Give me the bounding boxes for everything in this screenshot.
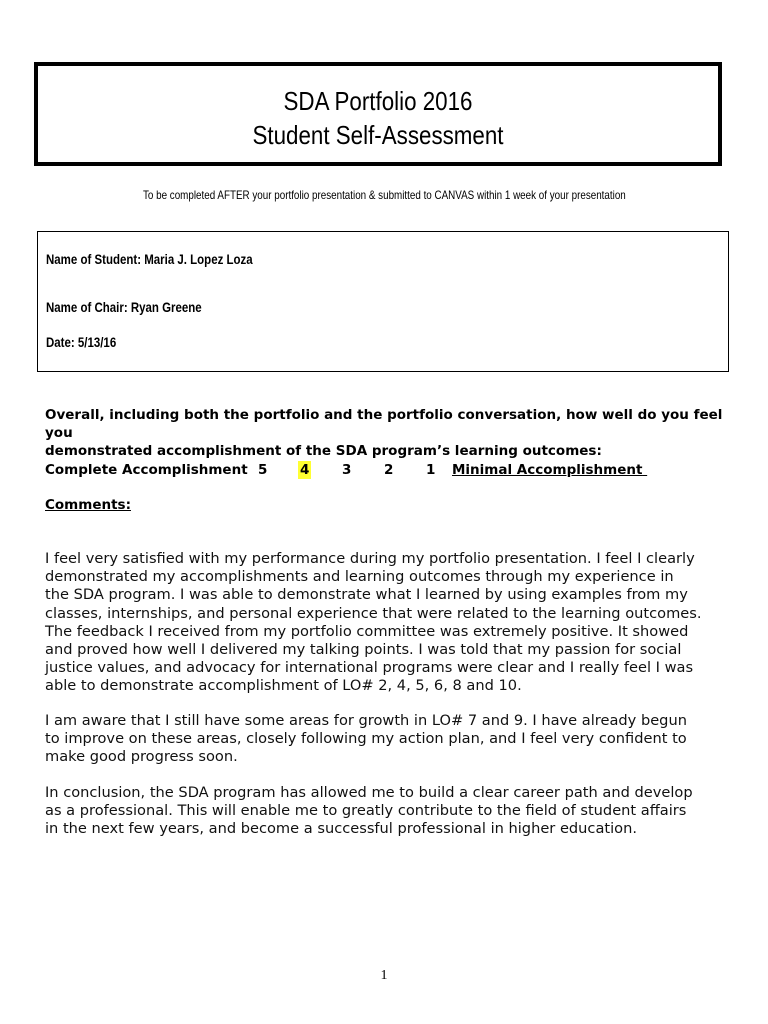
- comments-label: Comments:: [45, 497, 131, 513]
- rating-option-1: 1: [426, 462, 436, 478]
- rating-option-2: 2: [384, 462, 394, 478]
- chair-name: Name of Chair: Ryan Greene: [46, 299, 202, 315]
- comment-paragraph-3: In conclusion, the SDA program has allowed me to build a clear career path and develop as a professional. This will enable me to greatly contribute to the field of student affairs in the next few years, and become a successful professional in higher education.: [45, 784, 693, 838]
- title-box: [34, 62, 722, 166]
- rating-left-label: Complete Accomplishment: [45, 462, 248, 478]
- document-subtitle: Student Self-Assessment: [252, 120, 504, 150]
- document-title: SDA Portfolio 2016: [283, 86, 473, 116]
- rating-option-5: 5: [258, 462, 268, 478]
- student-info-box: [37, 231, 729, 372]
- rating-scale: [45, 461, 745, 479]
- comment-paragraph-1: I feel very satisfied with my performance during my portfolio presentation. I feel I clearly demonstrated my accomplishments and learning outcomes through my experience in the SDA program. I was able to demonstrate what I learned by using examples from my classes, internships, and personal experience that were related to the learning outcomes. The feedback I received from my portfolio committee was extremely positive. It showed and proved how well I delivered my talking points. I was told that my passion for social justice values, and advocacy for international programs were clear and I really feel I was able to demonstrate accomplishment of LO# 2, 4, 5, 6, 8 and 10.: [45, 550, 702, 695]
- student-name: Name of Student: Maria J. Lopez Loza: [46, 251, 253, 267]
- date: Date: 5/13/16: [46, 334, 117, 350]
- assessment-question: Overall, including both the portfolio and the portfolio conversation, how well do you feel you demonstrated accomplishment of the SDA program’s learning outcomes:: [45, 407, 723, 459]
- instructions-text: To be completed AFTER your portfolio presentation & submitted to CANVAS within 1 week of your presentation: [142, 188, 626, 202]
- rating-option-4-selected: 4: [300, 462, 310, 478]
- page-number: 1: [380, 968, 388, 983]
- rating-option-3: 3: [342, 462, 352, 478]
- rating-right-label: Minimal Accomplishment: [452, 462, 643, 478]
- comment-paragraph-2: I am aware that I still have some areas for growth in LO# 7 and 9. I have already begun to improve on these areas, closely following my action plan, and I feel very confident to make good progress soon.: [45, 712, 687, 766]
